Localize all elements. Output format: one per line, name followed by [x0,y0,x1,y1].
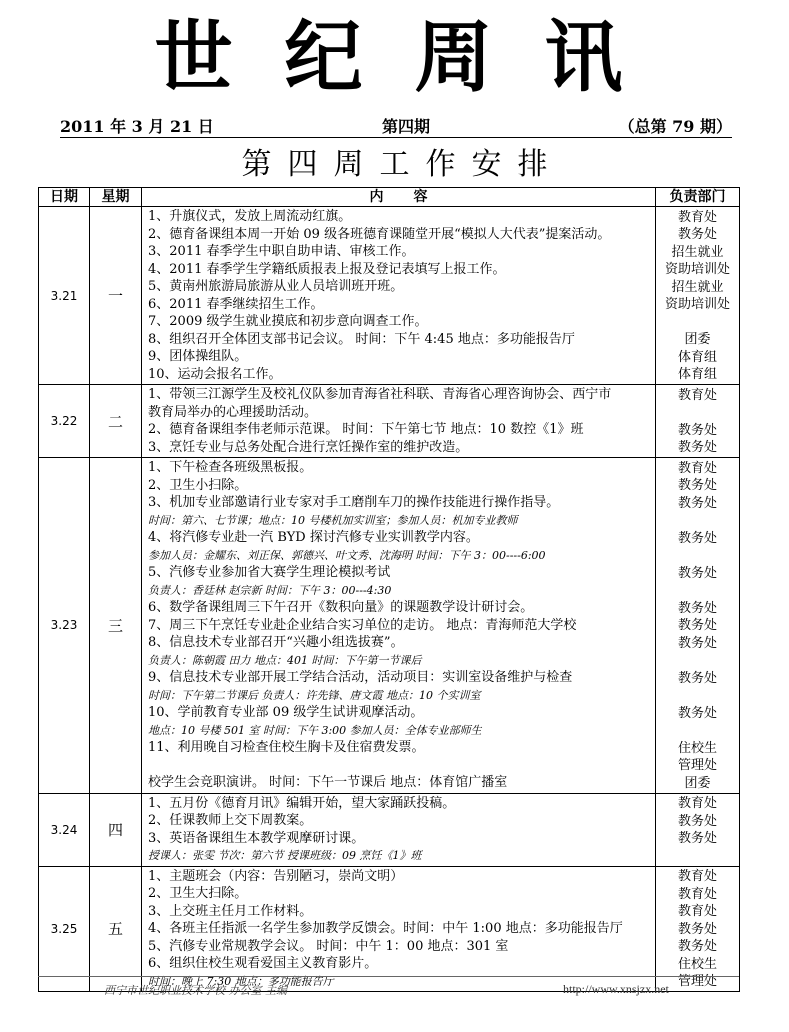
dept-line: 教务处 [677,600,717,616]
dept-line: 教务处 [677,478,717,493]
content-line: 负责人：香廷林 赵宗新 时间：下午 3：00---4:30 [148,583,392,597]
table-row [39,385,740,458]
dept-line: 教务处 [677,422,717,438]
footer-publisher: 西宁市世纪职业技术学校 办公室 主编 [104,984,287,997]
row-weekday: 二 [90,385,142,458]
issue-total: （总第 79 期） [618,117,732,136]
schedule-table [38,187,740,992]
row-dept [656,385,740,458]
content-line: 授课人：张雯 节次：第六节 授课班级：09 烹饪《1》班 [148,849,422,862]
content-line: 3、机加专业部邀请行业专家对手工磨削车刀的操作技能进行操作指导。 [148,495,560,510]
dept-line: 资助培训处 [664,297,730,312]
row-date: 3.23 [39,458,90,794]
dept-line: 招生就业 [671,244,724,260]
content-line: 7、周三下午烹饪专业赴企业结合实习单位的走访。 地点：青海师范大学校 [148,617,577,633]
content-line: 5、黄南州旅游局旅游从业人员培训班开班。 [148,279,404,294]
content-line: 7、2009 级学生就业摸底和初步意向调查工作。 [148,314,428,329]
table-row [39,458,740,794]
dept-line: 教务处 [677,440,717,455]
dept-line: 管理处 [677,974,717,989]
content-line: 1、下午检查各班级黑板报。 [148,460,313,475]
row-weekday: 三 [90,458,142,794]
content-line: 11、利用晚自习检查住校生胸卡及住宿费发票。 [148,740,425,755]
content-line: 校学生会竞职演讲。 时间：下午一节课后 地点：体育馆广播室 [148,775,508,790]
dept-line: 教育处 [677,886,717,902]
dept-line [656,512,739,530]
schedule-body [39,207,740,992]
row-weekday: 四 [90,793,142,866]
content-line: 2、德育备课组李伟老师示范课。 时间：下午第七节 地点：10 数控《1》班 [148,422,584,437]
row-weekday: 一 [90,207,142,385]
dept-line: 教务处 [677,670,717,686]
row-date: 3.21 [39,207,90,385]
row-dept [656,207,740,385]
content-line: 2、德育备课组本周一开始 09 级各班德育课随堂开展“模拟人大代表”提案活动。 [148,226,611,242]
content-line: 1、主题班会（内容：告别陋习，崇尚文明） [148,868,404,884]
dept-line: 教务处 [677,227,717,242]
content-line: 地点：10 号楼 501 室 时间：下午 3:00 参加人员：全体专业部师生 [148,723,482,737]
content-line: 8、组织召开全体团支部书记会议。 时间：下午 4:45 地点：多功能报告厅 [148,331,575,347]
dept-line: 教务处 [677,618,717,633]
dept-line: 教育处 [677,460,717,476]
content-line: 5、汽修专业常规教学会议。 时间：中午 1：00 地点：301 室 [148,938,509,954]
content-line: 3、2011 春季学生中职自助申请、审核工作。 [148,244,415,259]
issue-line [60,114,732,138]
dept-line: 教务处 [677,530,717,546]
dept-line [656,314,739,332]
issue-date: 2011 年 3 月 21 日 [60,117,214,136]
content-line: 10、学前教育专业部 09 级学生试讲观摩活动。 [148,705,424,720]
row-date: 3.22 [39,385,90,458]
content-line: 时间：下午第二节课后 负责人：许先锋、唐文霞 地点：10 个实训室 [148,688,481,702]
dept-line [656,652,739,670]
dept-line: 教务处 [677,495,717,511]
dept-line [656,404,739,422]
dept-line [656,722,739,740]
content-line: 5、汽修专业参加省大赛学生理论模拟考试 [148,565,391,580]
dept-line: 教务处 [677,565,717,581]
dept-line: 教育处 [677,387,717,403]
content-line: 9、信息技术专业部开展工学结合活动，活动项目：实训室设备维护与检查 [148,670,573,685]
dept-line: 管理处 [677,758,717,773]
content-line: 教育局举办的心理援助活动。 [148,404,318,420]
content-line: 6、数学备课组周三下午召开《数积向量》的课题教学设计研讨会。 [148,600,534,615]
content-line: 4、2011 春季学生学籍纸质报表上报及登记表填写上报工作。 [148,261,506,277]
content-line: 9、团体操组队。 [148,349,248,364]
footer-rule [38,976,739,977]
content-line: 1、五月份《德育月讯》编辑开始，望大家踊跃投稿。 [148,795,456,811]
masthead-title: 世纪周讯 [154,12,675,103]
header-dept: 负责部门 [656,188,740,207]
dept-line: 体育组 [677,367,717,382]
dept-line: 住校生 [677,740,717,756]
table-row [39,207,740,385]
dept-line: 招生就业 [671,279,724,295]
row-content [142,866,656,992]
dept-line: 团委 [684,775,711,791]
content-line: 6、2011 春季继续招生工作。 [148,296,324,312]
dept-line [656,547,739,565]
row-content [142,385,656,458]
table-row [39,866,740,992]
row-weekday: 五 [90,866,142,992]
content-line: 6、组织住校生观看爱国主义教育影片。 [148,956,378,971]
row-date: 3.25 [39,866,90,992]
dept-line [656,687,739,705]
dept-line: 体育组 [677,349,717,365]
dept-line: 团委 [684,332,711,347]
content-line: 10、运动会报名工作。 [148,366,282,382]
header-weekday: 星期 [90,188,142,207]
dept-line: 资助培训处 [664,262,730,277]
dept-line: 教务处 [677,705,717,721]
content-line: 8、信息技术专业部召开“兴趣小组选拔赛”。 [148,635,404,650]
content-line: 4、将汽修专业赴一汽 BYD 探讨汽修专业实训教学内容。 [148,530,479,545]
table-row [39,793,740,866]
dept-line: 教育处 [677,904,717,919]
content-line: 时间：晚上 7:30 地点：多功能报告厅 [148,974,334,988]
dept-line: 教务处 [677,813,717,829]
dept-line [656,848,739,866]
content-line: 2、卫生小扫除。 [148,477,248,493]
content-line: 时间：第六、七节课；地点：10 号楼机加实训室；参加人员：机加专业教师 [148,513,518,527]
dept-line: 教务处 [677,635,717,651]
dept-line: 教务处 [677,939,717,954]
row-dept [656,793,740,866]
document-title: 第四周工作安排 [241,147,564,182]
header-content: 内容 [142,188,656,207]
content-line: 3、上交班主任月工作材料。 [148,903,313,919]
content-line: 2、任课教师上交下周教案。 [148,813,313,828]
dept-line: 教务处 [677,831,717,846]
dept-line: 住校生 [677,956,717,972]
content-line: 2、卫生大扫除。 [148,886,248,901]
row-dept [656,866,740,992]
content-line: 3、英语备课组生本教学观摩研讨课。 [148,830,365,846]
dept-line: 教育处 [677,209,717,225]
footer-url: http://www.xnsjzx.net [563,982,669,996]
content-line: 4、各班主任指派一名学生参加教学反馈会。时间：中午 1:00 地点：多功能报告厅 [148,921,623,936]
row-dept [656,458,740,794]
content-line: 参加人员：金耀东、刘正保、郭德兴、叶文秀、沈海明 时间：下午 3：00----6:00 [148,548,546,562]
table-header-row [39,188,740,207]
dept-line [656,582,739,600]
header-date: 日期 [39,188,90,207]
dept-line: 教育处 [677,796,717,811]
content-line: 1、带领三江源学生及校礼仪队参加青海省社科联、青海省心理咨询协会、西宁市 [148,387,612,402]
row-content [142,207,656,385]
row-content [142,793,656,866]
issue-number: 第四期 [382,117,431,136]
content-line: 1、升旗仪式，发放上周流动红旗。 [148,209,352,224]
row-content [142,458,656,794]
dept-line: 教育处 [677,869,717,884]
dept-line: 教务处 [677,921,717,937]
row-date: 3.24 [39,793,90,866]
content-line: 3、烹饪专业与总务处配合进行烹饪操作室的维护改造。 [148,439,469,455]
content-line [148,757,651,775]
content-line: 负责人：陈朝霞 田力 地点：401 时间：下午第一节课后 [148,653,422,667]
